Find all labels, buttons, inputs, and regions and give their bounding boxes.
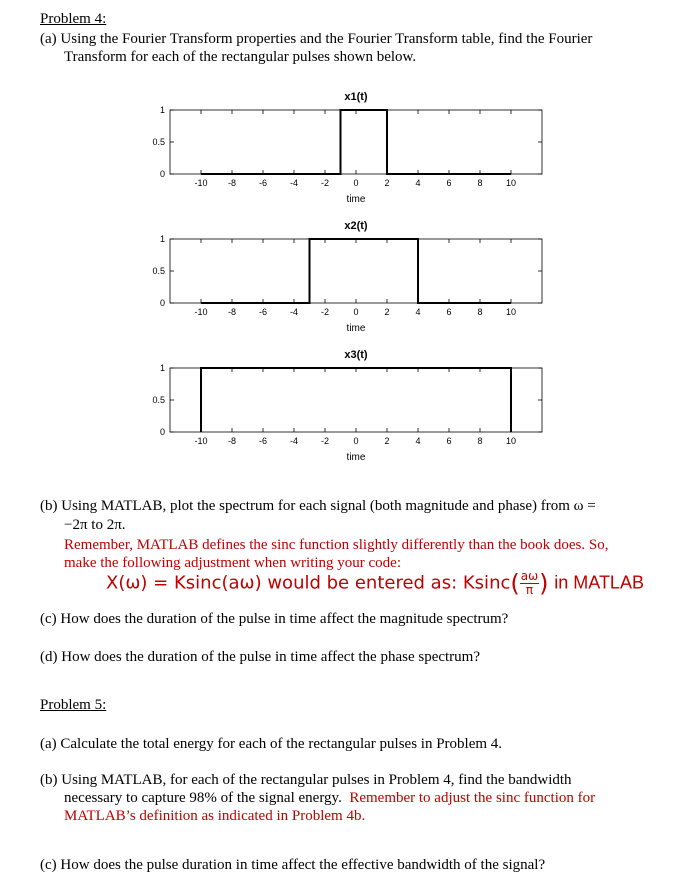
x-tick-label: 4 (415, 436, 421, 446)
chart-x1 (130, 84, 560, 212)
x-tick-label: 10 (505, 436, 517, 446)
remember-note-line2: make the following adjustment when writing your code: (64, 555, 402, 571)
formula-left: X(ω) = Ksinc(aω) would be entered as: Ksinc (106, 572, 511, 594)
x-tick-label: 10 (505, 178, 517, 188)
x-tick-label: -10 (194, 436, 208, 446)
x-axis-label: time (346, 323, 366, 334)
x-tick-label: -8 (227, 307, 237, 317)
x-tick-label: 0 (353, 307, 359, 317)
y-tick-label: 1 (159, 105, 165, 115)
chart-x2 (130, 213, 560, 341)
problem-5b-line3: MATLAB’s definition as indicated in Problem 4b. (64, 808, 366, 824)
formula-tail: in MATLAB (554, 572, 644, 593)
x-tick-label: -2 (320, 178, 330, 188)
pulse-series-line (201, 110, 511, 174)
x-tick-label: -4 (289, 178, 299, 188)
chart-x3-svg (130, 342, 560, 470)
x-tick-label: -4 (289, 436, 299, 446)
problem-5b-line2-black: necessary to capture 98% of the signal energy. (64, 790, 342, 806)
paren-close: ) (539, 569, 549, 598)
problem-5b-line1: (b) Using MATLAB, for each of the rectangular pulses in Problem 4, find the bandwidth (40, 772, 572, 788)
x-tick-label: -6 (258, 307, 268, 317)
chart-x2-svg (130, 213, 560, 341)
axes-box (170, 368, 542, 432)
sinc-conversion-formula (106, 570, 644, 597)
x-tick-label: 4 (415, 307, 421, 317)
y-tick-label: 1 (159, 363, 165, 373)
x-tick-label: 8 (477, 307, 483, 317)
x-tick-label: 8 (477, 178, 483, 188)
y-tick-label: 0.5 (152, 137, 165, 147)
x-tick-label: -2 (320, 436, 330, 446)
chart-title: x2(t) (344, 220, 368, 232)
formula-numerator: aω (520, 569, 539, 583)
problem-5b-line2-red: Remember to adjust the sinc function for (349, 790, 596, 806)
x-tick-label: -4 (289, 307, 299, 317)
x-axis-label: time (346, 452, 366, 463)
x-tick-label: 2 (384, 307, 390, 317)
x-tick-label: 4 (415, 178, 421, 188)
pulse-series-line (201, 239, 511, 303)
x-tick-label: 6 (446, 307, 452, 317)
y-tick-label: 0.5 (152, 266, 165, 276)
problem-5c: (c) How does the pulse duration in time affect the effective bandwidth of the signal? (40, 857, 546, 873)
y-tick-label: 0 (159, 298, 165, 308)
chart-x3 (130, 342, 560, 470)
x-tick-label: 2 (384, 178, 390, 188)
axes-box (170, 239, 542, 303)
x-tick-label: 2 (384, 436, 390, 446)
x-axis-label: time (346, 194, 366, 205)
x-tick-label: 10 (505, 307, 517, 317)
x-tick-label: -8 (227, 178, 237, 188)
x-tick-label: 6 (446, 178, 452, 188)
paren-open: ( (510, 569, 520, 598)
chart-x1-svg (130, 84, 560, 212)
x-tick-label: 8 (477, 436, 483, 446)
problem-4a-line1: (a) Using the Fourier Transform properties and the Fourier Transform table, find the Fourier (40, 31, 593, 47)
axes-box (170, 110, 542, 174)
problem-5b-line2 (64, 789, 595, 807)
problem-4c: (c) How does the duration of the pulse in time affect the magnitude spectrum? (40, 611, 509, 627)
x-tick-label: -8 (227, 436, 237, 446)
x-tick-label: 6 (446, 436, 452, 446)
y-tick-label: 1 (159, 234, 165, 244)
y-tick-label: 0 (159, 427, 165, 437)
problem-4b-line1: (b) Using MATLAB, plot the spectrum for each signal (both magnitude and phase) from ω = (40, 498, 596, 514)
problem-5a: (a) Calculate the total energy for each of the rectangular pulses in Problem 4. (40, 736, 503, 752)
x-tick-label: -10 (194, 307, 208, 317)
x-tick-label: -2 (320, 307, 330, 317)
x-tick-label: -6 (258, 436, 268, 446)
x-tick-label: 0 (353, 436, 359, 446)
x-tick-label: -6 (258, 178, 268, 188)
problem-4d: (d) How does the duration of the pulse in time affect the phase spectrum? (40, 649, 481, 665)
problem-4b-line2: −2π to 2π. (64, 517, 126, 533)
y-tick-label: 0.5 (152, 395, 165, 405)
chart-title: x1(t) (344, 91, 368, 103)
problem-4-heading: Problem 4: (40, 11, 107, 27)
problem-4a-line2: Transform for each of the rectangular pulses shown below. (64, 49, 417, 65)
y-tick-label: 0 (159, 169, 165, 179)
formula-fraction (520, 570, 539, 597)
remember-note-line1: Remember, MATLAB defines the sinc function slightly differently than the book does. So, (64, 537, 609, 553)
x-tick-label: -10 (194, 178, 208, 188)
x-tick-label: 0 (353, 178, 359, 188)
pulse-series-line (201, 368, 511, 432)
problem-5-heading: Problem 5: (40, 697, 107, 713)
chart-title: x3(t) (344, 349, 368, 361)
formula-denominator: π (525, 583, 534, 597)
